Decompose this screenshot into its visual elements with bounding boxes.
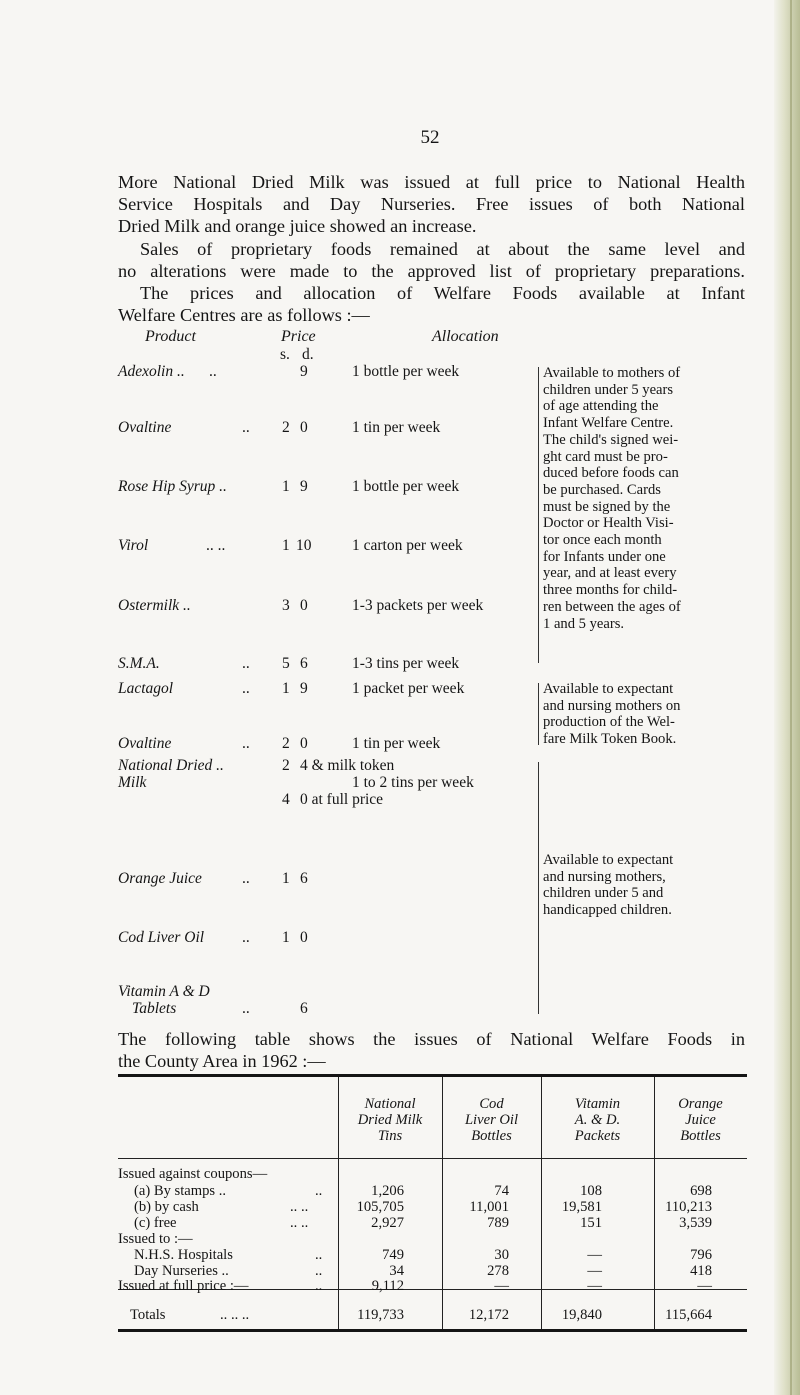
row-label: Day Nurseries .. — [134, 1263, 229, 1279]
note-line: Available to expectant — [543, 852, 674, 868]
price-pence: 9 — [300, 363, 308, 380]
price-pence: 10 — [296, 537, 312, 554]
col-header-line: Cod — [479, 1096, 504, 1112]
price-pence: 0 — [300, 929, 308, 946]
price-pence: 0 — [300, 597, 308, 614]
product-name: Lactagol — [118, 680, 174, 697]
note-mothers-children — [543, 365, 753, 632]
intro-paragraph — [118, 171, 745, 326]
row-label: N.H.S. Hospitals — [134, 1247, 233, 1263]
intro-line: Sales of proprietary foods remained at about the same level and — [140, 238, 745, 259]
dots: .. — [242, 1000, 250, 1017]
table-top-rule — [118, 1074, 747, 1077]
header-rule — [118, 1158, 747, 1159]
intro-line: no alterations were made to the approved list of proprietary preparations. — [118, 260, 745, 281]
cell-cod-liver-oil: 789 — [487, 1215, 509, 1231]
price-pence: 9 — [300, 680, 308, 697]
col-header-line: A. & D. — [574, 1112, 621, 1128]
cell-orange-juice: — — [697, 1278, 712, 1294]
col-header-line: Tins — [377, 1128, 403, 1144]
cell-dried-milk: 105,705 — [356, 1199, 404, 1215]
dots: .. — [315, 1183, 323, 1199]
product-name: Cod Liver Oil — [118, 929, 205, 946]
col-header-line: Liver Oil — [464, 1112, 519, 1128]
col-header-cod-liver-oil — [442, 1096, 541, 1144]
price-pence: 0 at full price — [300, 791, 384, 808]
product-name: Ovaltine — [118, 735, 172, 752]
note-line: Infant Welfare Centre. — [543, 415, 674, 432]
intro-line: More National Dried Milk was issued at full price to National Health — [118, 172, 745, 192]
product-name: Ostermilk .. — [118, 597, 191, 614]
price-shillings: 1 — [282, 870, 290, 887]
note-line: and nursing mothers, — [543, 868, 666, 885]
page-edge-shadow — [774, 0, 800, 1395]
header-allocation: Allocation — [432, 328, 499, 345]
note-line: year, and at least every — [543, 565, 677, 582]
note-line: three months for child- — [543, 582, 678, 599]
bracket-note1 — [532, 367, 539, 663]
note-line: children under 5 and — [543, 885, 664, 902]
cell-vitamin-ad: — — [587, 1278, 602, 1294]
col-header-orange-juice — [654, 1096, 747, 1144]
page-number: 52 — [420, 127, 440, 148]
row-label: (a) By stamps .. — [134, 1183, 227, 1199]
header-price: Price — [281, 328, 316, 345]
following-paragraph — [118, 1028, 745, 1072]
col-header-vitamin-ad — [541, 1096, 654, 1144]
cell-orange-juice: 418 — [690, 1263, 712, 1279]
price-shillings: 2 — [282, 735, 290, 752]
cell-cod-liver-oil: — — [494, 1278, 509, 1294]
total-orange-juice: 115,664 — [665, 1307, 712, 1323]
note-line: duced before foods can — [543, 465, 679, 482]
header-pence: d. — [302, 346, 314, 363]
price-pence: 0 — [300, 735, 308, 752]
price-pence: 9 — [300, 478, 308, 495]
product-name: Vitamin A & D — [118, 983, 210, 1000]
bracket-note2 — [532, 683, 539, 745]
following-line: The following table shows the issues of National Welfare Foods in — [118, 1029, 745, 1049]
cell-vitamin-ad: 19,581 — [561, 1199, 602, 1215]
total-vitamin-ad: 19,840 — [561, 1307, 602, 1323]
price-shillings: 1 — [282, 478, 290, 495]
totals-label: Totals — [130, 1307, 166, 1323]
cell-dried-milk: 1,206 — [371, 1183, 404, 1199]
dots: .. — [315, 1263, 323, 1279]
product-name: Rose Hip Syrup .. — [118, 478, 227, 495]
intro-line: The prices and allocation of Welfare Foods available at Infant — [140, 283, 745, 304]
row-label: Issued at full price :— — [118, 1278, 249, 1294]
note-line: Available to mothers of — [543, 365, 681, 381]
note-line: fare Milk Token Book. — [543, 731, 677, 748]
dots: .. — [242, 870, 250, 887]
cell-cod-liver-oil: 278 — [487, 1263, 509, 1279]
table-bottom-rule — [118, 1329, 747, 1332]
note-line: must be signed by the — [543, 498, 671, 515]
dots: .. — [209, 363, 217, 380]
cell-dried-milk: 2,927 — [371, 1215, 404, 1231]
note-line: ren between the ages of — [543, 598, 681, 615]
col-header-line: Packets — [574, 1128, 621, 1144]
dots: .. .. .. — [220, 1307, 250, 1323]
note-line: handicapped children. — [543, 902, 672, 919]
note-line: The child's signed wei- — [543, 431, 679, 448]
col-header-line: Juice — [685, 1112, 716, 1128]
price-shillings: 2 — [282, 419, 290, 436]
dots: .. .. — [290, 1215, 309, 1231]
note-line: children under 5 years — [543, 381, 674, 398]
allocation: 1 carton per week — [352, 537, 463, 554]
cell-orange-juice: 698 — [690, 1183, 712, 1199]
note-line: ght card must be pro- — [543, 448, 668, 465]
row-label: Issued to :— — [118, 1231, 193, 1247]
price-shillings: 1 — [282, 537, 290, 554]
note-line: production of the Wel- — [543, 714, 675, 731]
note-expectant-handicapped — [543, 852, 753, 919]
note-line: Available to expectant — [543, 681, 674, 697]
dots: .. — [242, 655, 250, 672]
price-shillings: 1 — [282, 929, 290, 946]
cell-cod-liver-oil: 11,001 — [469, 1199, 509, 1215]
allocation: 1 tin per week — [352, 735, 441, 752]
cell-vitamin-ad: 108 — [580, 1183, 602, 1199]
cell-orange-juice: 110,213 — [665, 1199, 712, 1215]
header-product: Product — [145, 328, 196, 345]
cell-dried-milk: 749 — [382, 1247, 404, 1263]
col-header-line: Orange — [678, 1096, 723, 1112]
allocation: 1-3 tins per week — [352, 655, 460, 672]
note-line: for Infants under one — [543, 548, 666, 565]
total-dried-milk: 119,733 — [357, 1307, 404, 1323]
price-shillings: 5 — [282, 655, 290, 672]
price-shillings: 2 — [282, 757, 290, 774]
cell-orange-juice: 3,539 — [679, 1215, 712, 1231]
price-pence: 0 — [300, 419, 308, 436]
cell-cod-liver-oil: 74 — [494, 1183, 509, 1199]
price-shillings: 3 — [282, 597, 290, 614]
col-header-line: Dried Milk — [357, 1112, 423, 1128]
note-line: be purchased. Cards — [543, 481, 661, 498]
following-line: the County Area in 1962 :— — [118, 1051, 326, 1072]
note-line: of age attending the — [543, 398, 659, 415]
total-cod-liver-oil: 12,172 — [468, 1307, 509, 1323]
allocation: 1 bottle per week — [352, 478, 460, 495]
product-name: Ovaltine — [118, 419, 172, 436]
product-name-cont: Milk — [118, 774, 147, 791]
col-header-line: Bottles — [471, 1128, 512, 1144]
header-shillings: s. — [280, 346, 290, 363]
cell-cod-liver-oil: 30 — [494, 1247, 509, 1263]
allocation: 1 bottle per week — [352, 363, 460, 380]
intro-line: Service Hospitals and Day Nurseries. Free issues of both National — [118, 194, 745, 215]
row-label: Issued against coupons— — [118, 1166, 268, 1182]
price-pence: 4 & milk token — [300, 757, 395, 774]
note-line: and nursing mothers on — [543, 697, 681, 714]
allocation: 1 to 2 tins per week — [352, 774, 474, 791]
dots: .. — [242, 929, 250, 946]
cell-orange-juice: 796 — [690, 1247, 712, 1263]
dots: .. .. — [206, 537, 226, 554]
product-name-cont: Tablets — [132, 1000, 177, 1017]
row-label: (c) free — [134, 1215, 177, 1231]
dots: .. — [315, 1278, 323, 1294]
cell-vitamin-ad: 151 — [580, 1215, 602, 1231]
cell-vitamin-ad: — — [587, 1263, 602, 1279]
cell-dried-milk: 9,112 — [371, 1278, 404, 1294]
col-header-national-dried-milk — [338, 1096, 442, 1144]
price-shillings: 1 — [282, 680, 290, 697]
dots: .. — [315, 1247, 323, 1263]
product-name: Virol — [118, 537, 149, 554]
allocation: 1 packet per week — [352, 680, 465, 697]
col-header-line: National — [364, 1096, 416, 1112]
dots: .. — [242, 735, 250, 752]
note-expectant-token — [543, 681, 753, 748]
price-pence: 6 — [300, 1000, 308, 1017]
allocation: 1 tin per week — [352, 419, 441, 436]
dots: .. — [242, 419, 250, 436]
note-line: tor once each month — [543, 532, 662, 549]
dots: .. — [242, 680, 250, 697]
note-line: 1 and 5 years. — [543, 615, 625, 632]
product-name: Adexolin .. — [118, 363, 185, 380]
note-line: Doctor or Health Visi- — [543, 515, 674, 532]
price-pence: 6 — [300, 870, 308, 887]
cell-vitamin-ad: — — [587, 1247, 602, 1263]
intro-line: Dried Milk and orange juice showed an increase. — [118, 216, 477, 237]
row-label: (b) by cash — [134, 1199, 199, 1215]
product-name: National Dried .. — [118, 757, 224, 774]
col-header-line: Vitamin — [574, 1096, 621, 1112]
col-header-line: Bottles — [680, 1128, 721, 1144]
price-pence: 6 — [300, 655, 308, 672]
cell-dried-milk: 34 — [389, 1263, 404, 1279]
dots: .. .. — [290, 1199, 309, 1215]
bracket-note3 — [532, 762, 539, 1014]
product-name: S.M.A. — [118, 655, 160, 672]
price-shillings: 4 — [282, 791, 290, 808]
product-name: Orange Juice — [118, 870, 202, 887]
allocation: 1-3 packets per week — [352, 597, 484, 614]
page-edge-line — [790, 0, 792, 1395]
intro-line: Welfare Centres are as follows :— — [118, 305, 370, 326]
